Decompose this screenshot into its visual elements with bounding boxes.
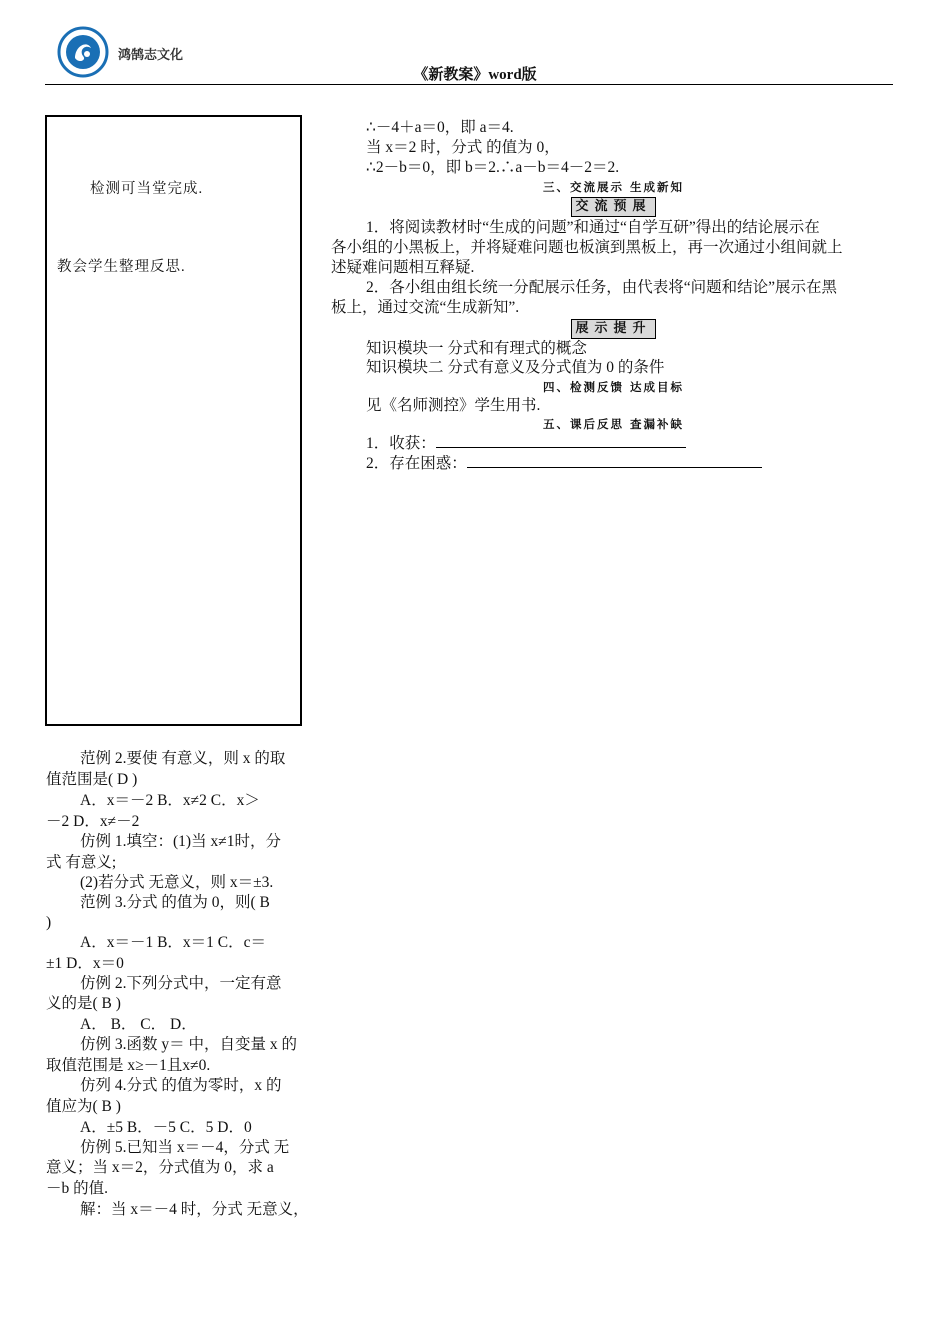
left-line: 仿例 3.函数 y＝ 中，自变量 x 的 bbox=[80, 1036, 298, 1053]
left-line: 值范围是( D ) bbox=[46, 771, 138, 788]
left-line: A．x＝－1 B．x＝1 C．c＝ bbox=[80, 934, 267, 951]
header-divider bbox=[45, 84, 893, 85]
harvest-blank bbox=[436, 433, 686, 448]
right-line: ∴2－b＝0，即 b＝2.∴a－b＝4－2＝2. bbox=[366, 159, 620, 176]
confusion-line bbox=[366, 453, 931, 474]
left-line: A． B． C． D． bbox=[80, 1016, 197, 1033]
notes-line-2: 教会学生整理反思. bbox=[57, 259, 186, 275]
brand-name: 鸿鹄志文化 bbox=[118, 48, 184, 63]
confusion-label: 2．存在困惑： bbox=[366, 455, 467, 472]
left-line: ±1 D．x＝0 bbox=[46, 955, 124, 972]
harvest-line bbox=[366, 433, 931, 454]
left-line: 仿列 4.分式 的值为零时，x 的 bbox=[80, 1077, 282, 1094]
section-heading-4: 四、检测反馈 达成目标 bbox=[542, 380, 684, 394]
left-line: A．x＝－2 B．x≠2 C．x＞ bbox=[80, 792, 260, 809]
left-line: 范例 2.要使 有意义，则 x 的取 bbox=[80, 750, 286, 767]
left-line: 仿例 2.下列分式中，一定有意 bbox=[80, 975, 282, 992]
left-line: 式 有意义; bbox=[46, 854, 117, 871]
left-line: 意义；当 x＝2，分式值为 0，求 a bbox=[46, 1159, 274, 1176]
left-line: －2 D．x≠－2 bbox=[46, 813, 140, 830]
document-title: 《新教案》word版 bbox=[413, 67, 537, 83]
stamp-wrapper bbox=[331, 196, 896, 217]
feedback-text: 见《名师测控》学生用书. bbox=[366, 397, 541, 414]
knowledge-module-1: 知识模块一 分式和有理式的概念 bbox=[366, 340, 587, 357]
teacher-notes-box bbox=[45, 115, 302, 726]
exchange-preview-stamp: 交流预展 bbox=[571, 197, 655, 217]
section-heading-3: 三、交流展示 生成新知 bbox=[542, 180, 684, 194]
left-line: 仿例 5.已知当 x＝－4，分式 无 bbox=[80, 1139, 290, 1156]
section-heading-5: 五、课后反思 查漏补缺 bbox=[542, 417, 684, 431]
left-line: 值应为( B ) bbox=[46, 1098, 121, 1115]
paragraph-line: 2．各小组由组长统一分配展示任务，由代表将“问题和结论”展示在黑 bbox=[366, 279, 838, 296]
right-line: ∴－4＋a＝0，即 a＝4. bbox=[366, 119, 514, 136]
paragraph-line: 板上，通过交流“生成新知”. bbox=[331, 299, 520, 316]
left-line: 取值范围是 x≥－1且x≠0. bbox=[46, 1057, 211, 1074]
left-line: 解：当 x＝－4 时，分式 无意义， bbox=[80, 1201, 309, 1218]
display-improve-stamp: 展示提升 bbox=[571, 319, 655, 339]
harvest-label: 1．收获： bbox=[366, 435, 436, 452]
right-line: 当 x＝2 时，分式 的值为 0， bbox=[366, 139, 560, 156]
left-line: ) bbox=[46, 914, 52, 931]
paragraph-line: 各小组的小黑板上，并将疑难问题也板演到黑板上，再一次通过小组间就上 bbox=[331, 239, 843, 256]
paragraph-line: 1．将阅读教材时“生成的问题”和通过“自学互研”得出的结论展示在 bbox=[366, 219, 820, 236]
left-line: 仿例 1.填空：(1)当 x≠1时，分 bbox=[80, 833, 281, 850]
stamp-wrapper bbox=[331, 318, 896, 339]
left-line: －b 的值. bbox=[46, 1180, 109, 1197]
left-line: 义的是( B ) bbox=[46, 995, 121, 1012]
notes-line-1: 检测可当堂完成. bbox=[90, 181, 204, 197]
left-line: A．±5 B．－5 C．5 D．0 bbox=[80, 1119, 252, 1136]
paragraph-line: 述疑难问题相互释疑. bbox=[331, 259, 475, 276]
left-line: 范例 3.分式 的值为 0，则( B bbox=[80, 894, 270, 911]
knowledge-module-2: 知识模块二 分式有意义及分式值为 0 的条件 bbox=[366, 359, 665, 376]
confusion-blank bbox=[467, 453, 762, 468]
left-line: (2)若分式 无意义，则 x＝±3. bbox=[80, 874, 274, 891]
